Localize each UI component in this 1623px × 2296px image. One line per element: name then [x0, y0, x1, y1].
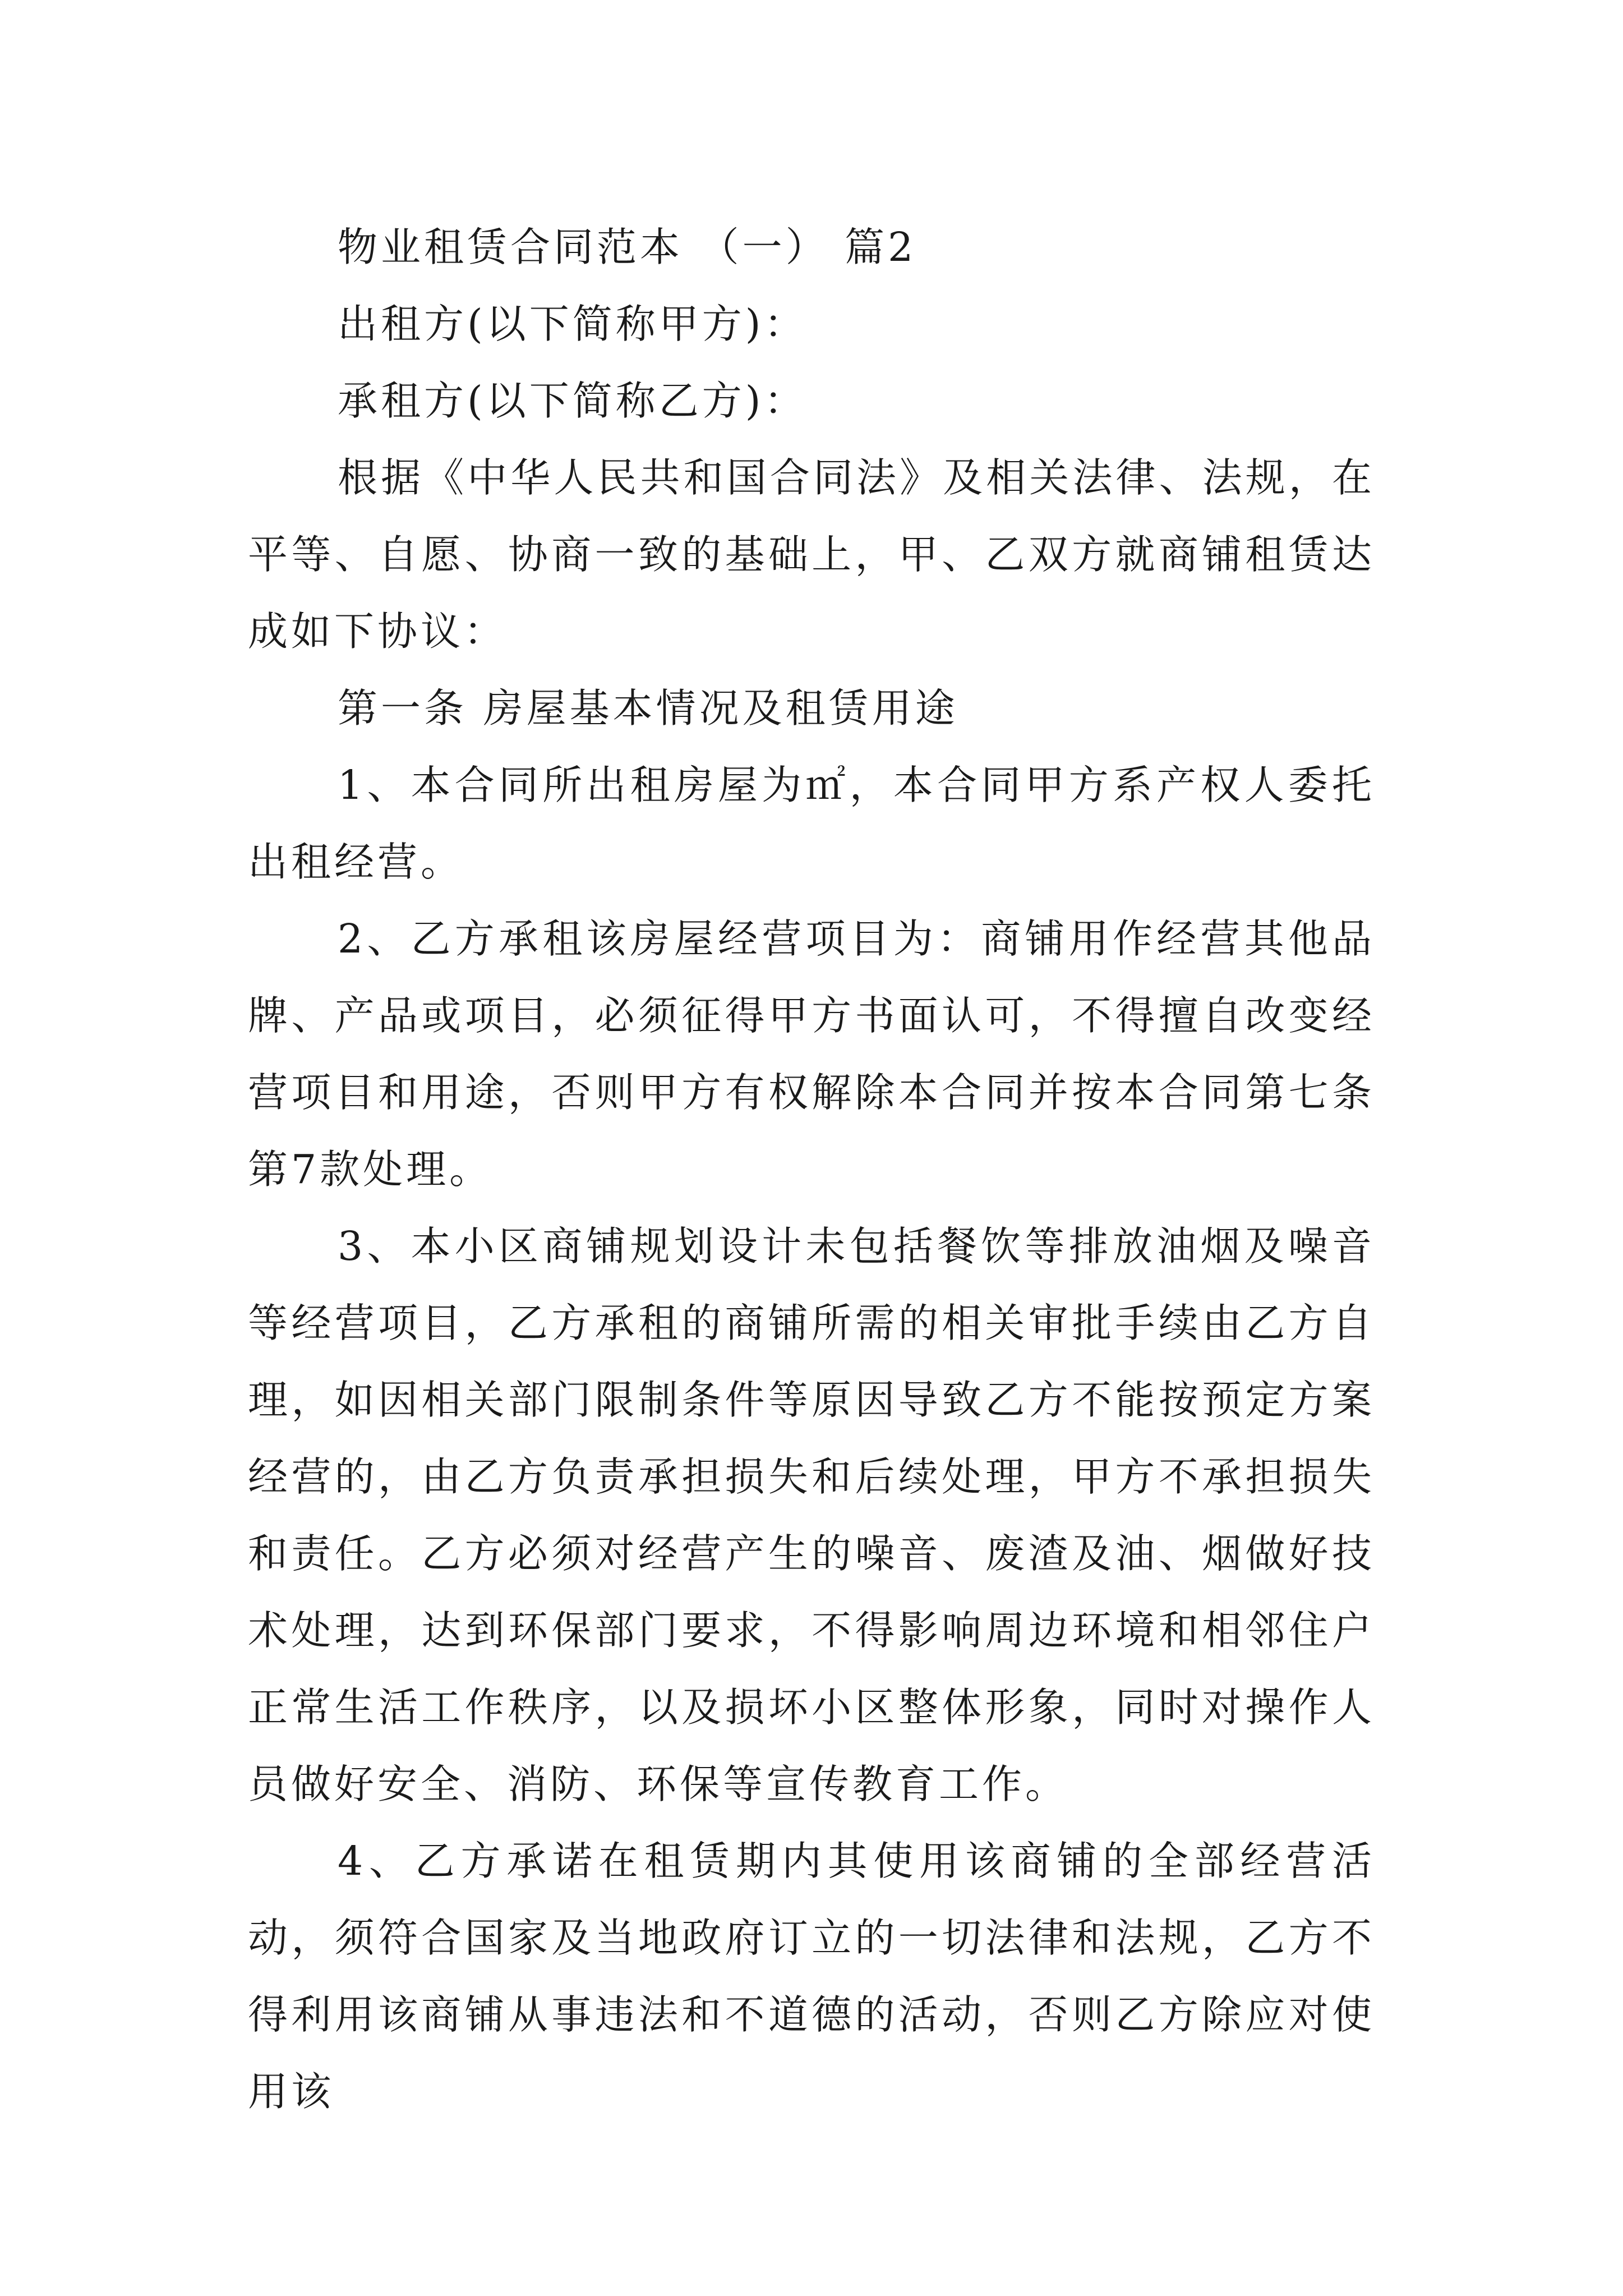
- lessee-line: 承租方(以下简称乙方)：: [338, 378, 808, 424]
- document-body: [248, 209, 1375, 2130]
- clause-1: 1、本合同所出租房屋为㎡，本合同甲方系产权人委托出租经营。: [248, 762, 1375, 885]
- clause-2: 2、乙方承租该房屋经营项目为：商铺用作经营其他品牌、产品或项目，必须征得甲方书面认可，不得擅自改变经营项目和用途，否则甲方有权解除本合同并按本合同第七条第7款处理。: [248, 915, 1375, 1193]
- lessor-line: 出租方(以下简称甲方)：: [338, 301, 808, 347]
- clause-4: 4、乙方承诺在租赁期内其使用该商铺的全部经营活动，须符合国家及当地政府订立的一切法律和法规，乙方不得利用该商铺从事违法和不道德的活动，否则乙方除应对使用该: [248, 1838, 1375, 2115]
- preamble-paragraph: 根据《中华人民共和国合同法》及相关法律、法规，在平等、自愿、协商一致的基础上，甲、乙双方就商铺租赁达成如下协议：: [248, 454, 1375, 655]
- document-title: 物业租赁合同范本 （一） 篇2: [338, 224, 917, 270]
- article-heading: 第一条 房屋基本情况及租赁用途: [338, 685, 958, 731]
- clause-3: 3、本小区商铺规划设计未包括餐饮等排放油烟及噪音等经营项目，乙方承租的商铺所需的相关审批手续由乙方自理，如因相关部门限制条件等原因导致乙方不能按预定方案经营的，由乙方负责承担损失和后续处理，甲方不承担损失和责任。乙方必须对经营产生的噪音、废渣及油、烟做好技术处理，达到环保部门要求，不得影响周边环境和相邻住户正常生活工作秩序，以及损坏小区整体形象，同时对操作人员做好安全、消防、环保等宣传教育工作。: [248, 1223, 1375, 1807]
